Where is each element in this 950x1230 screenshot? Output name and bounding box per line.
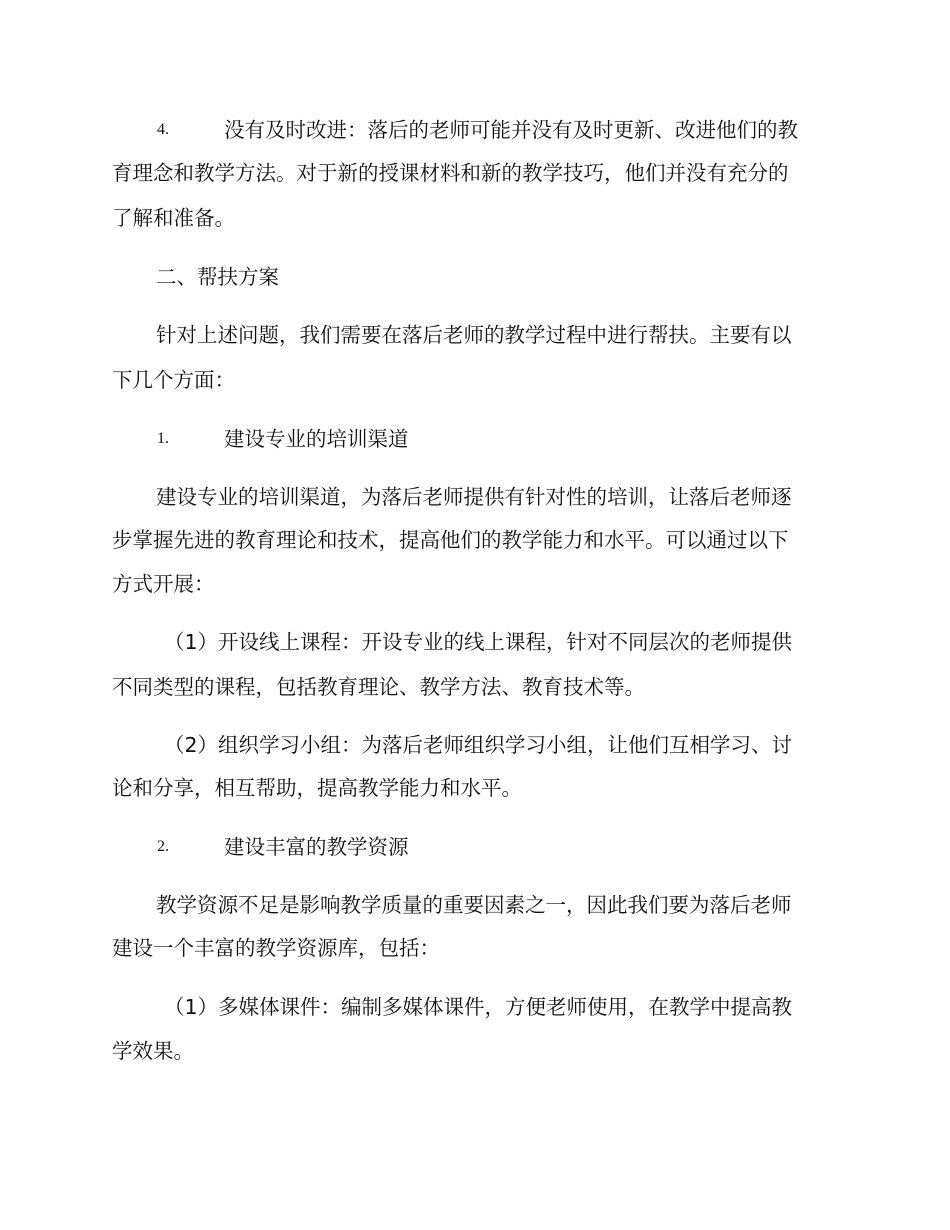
point-2-sub-1-line-2: 学效果。 xyxy=(112,1039,194,1063)
point-1-paragraph-line-1: 建设专业的培训渠道，为落后老师提供有针对性的培训，让落后老师逐 xyxy=(156,485,792,509)
point-1-sub-1-line-2: 不同类型的课程，包括教育理论、教学方法、教育技术等。 xyxy=(112,675,645,699)
point-1-number: 1. xyxy=(157,430,169,447)
point-1-paragraph-line-3: 方式开展： xyxy=(112,572,215,596)
point-2-paragraph-line-2: 建设一个丰富的教学资源库，包括： xyxy=(112,936,440,960)
point-2-title: 建设丰富的教学资源 xyxy=(224,835,409,859)
item-4-number: 4. xyxy=(157,121,169,138)
point-2-sub-1-line-1: （1）多媒体课件：编制多媒体课件，方便老师使用，在教学中提高教 xyxy=(164,995,793,1019)
section-2-title: 二、帮扶方案 xyxy=(156,265,279,289)
point-2-paragraph-line-1: 教学资源不足是影响教学质量的重要因素之一，因此我们要为落后老师 xyxy=(156,893,792,917)
intro-line-1: 针对上述问题，我们需要在落后老师的教学过程中进行帮扶。主要有以 xyxy=(156,323,792,347)
item-4-line-2: 育理念和教学方法。对于新的授课材料和新的教学技巧，他们并没有充分的 xyxy=(112,161,789,185)
item-4-line-1: 没有及时改进：落后的老师可能并没有及时更新、改进他们的教 xyxy=(224,118,798,142)
intro-line-2: 下几个方面： xyxy=(112,368,235,392)
point-1-title: 建设专业的培训渠道 xyxy=(224,427,409,451)
point-1-sub-2-line-1: （2）组织学习小组：为落后老师组织学习小组，让他们互相学习、讨 xyxy=(164,733,793,757)
item-4-line-3: 了解和准备。 xyxy=(112,206,235,230)
point-1-sub-1-line-1: （1）开设线上课程：开设专业的线上课程，针对不同层次的老师提供 xyxy=(164,630,793,654)
point-1-sub-2-line-2: 论和分享，相互帮助，提高教学能力和水平。 xyxy=(112,776,522,800)
point-1-paragraph-line-2: 步掌握先进的教育理论和技术，提高他们的教学能力和水平。可以通过以下 xyxy=(112,528,789,552)
point-2-number: 2. xyxy=(157,838,169,855)
